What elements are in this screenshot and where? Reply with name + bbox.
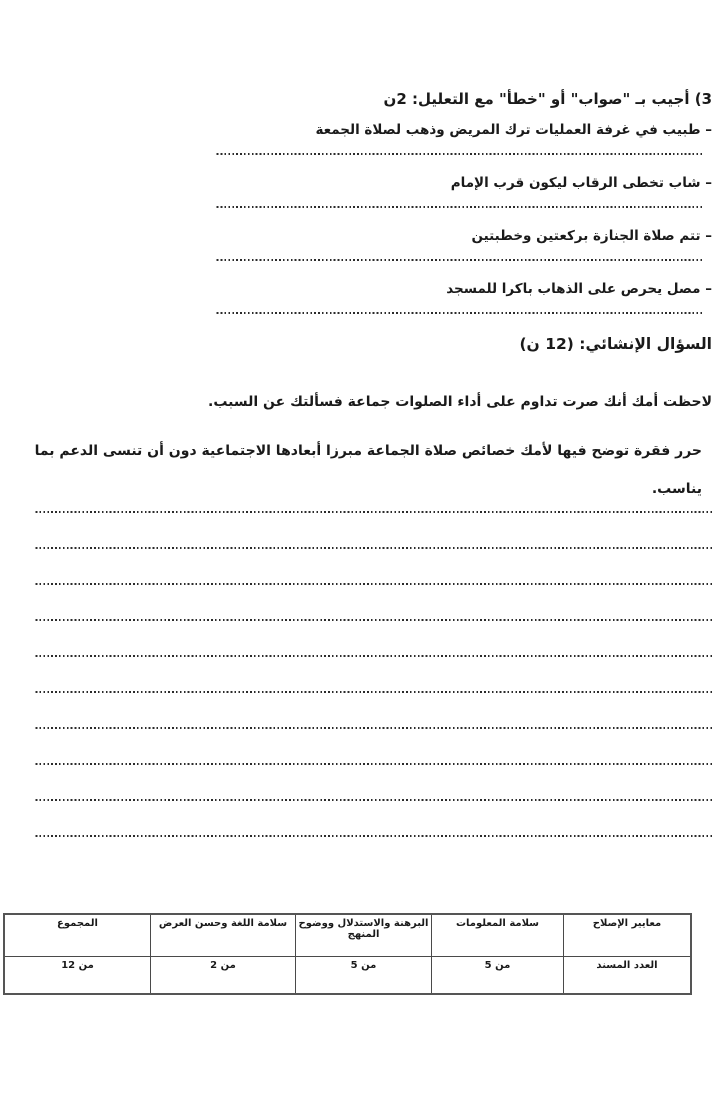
rubric-value-assigned-mark: العدد المسند <box>564 957 692 995</box>
rubric-header-information-accuracy: سلامة المعلومات <box>432 914 564 957</box>
essay-answer-line-9 <box>34 798 712 801</box>
answer-dotted-line-3 <box>215 258 702 261</box>
statement-4: – مصل يحرص على الذهاب باكرا للمسجد <box>446 281 712 297</box>
essay-answer-line-7 <box>34 726 712 729</box>
question-3-section <box>20 88 712 314</box>
essay-answer-line-4 <box>34 618 712 621</box>
essay-answer-line-6 <box>34 690 712 693</box>
statement-2: – شاب تخطى الرقاب ليكون قرب الإمام <box>450 175 712 191</box>
answer-dotted-line-1 <box>215 152 702 155</box>
answer-dotted-line-2 <box>215 205 702 208</box>
rubric-table <box>3 913 692 995</box>
rubric-marks-row <box>4 957 691 995</box>
essay-prompt-line-1: لاحظت أمك أنك صرت تداوم على أداء الصلوات جماعة فسألتك عن السبب. <box>208 394 712 410</box>
question-3-header: 3) أجيب بـ "صواب" أو "خطأ" مع التعليل: 2ن <box>383 90 712 108</box>
rubric-value-information-accuracy: من 5 <box>432 957 564 995</box>
rubric-value-argumentation: من 5 <box>296 957 432 995</box>
rubric-value-language: من 2 <box>151 957 296 995</box>
essay-question-heading: السؤال الإنشائي: (12 ن) <box>519 335 712 353</box>
essay-answer-line-8 <box>34 762 712 765</box>
essay-answer-line-3 <box>34 582 712 585</box>
rubric-header-row <box>4 914 691 957</box>
rubric-header-argumentation: البرهنة والاستدلال ووضوح المنهج <box>296 914 432 957</box>
rubric-value-total: من 12 <box>4 957 151 995</box>
essay-answer-area <box>22 510 700 837</box>
essay-section <box>22 332 712 837</box>
answer-dotted-line-4 <box>215 311 702 314</box>
essay-prompt-line-2: حرر فقرة توضح فيها لأمك خصائص صلاة الجماعة مبرزا أبعادها الاجتماعية دون أن تنسى الدعم بما يناسب. <box>34 443 702 497</box>
essay-answer-line-5 <box>34 654 712 657</box>
rubric-header-language: سلامة اللغة وحسن العرض <box>151 914 296 957</box>
essay-answer-line-10 <box>34 834 712 837</box>
essay-answer-line-1 <box>34 510 712 513</box>
statement-3: – تتم صلاة الجنازة بركعتين وخطبتين <box>471 228 712 244</box>
statement-1: – طبيب في غرفة العمليات ترك المريض وذهب لصلاة الجمعة <box>315 122 712 138</box>
exam-page <box>0 88 720 1106</box>
rubric-header-criteria: معايير الإصلاح <box>564 914 692 957</box>
rubric-header-total: المجموع <box>4 914 151 957</box>
essay-answer-line-2 <box>34 546 712 549</box>
